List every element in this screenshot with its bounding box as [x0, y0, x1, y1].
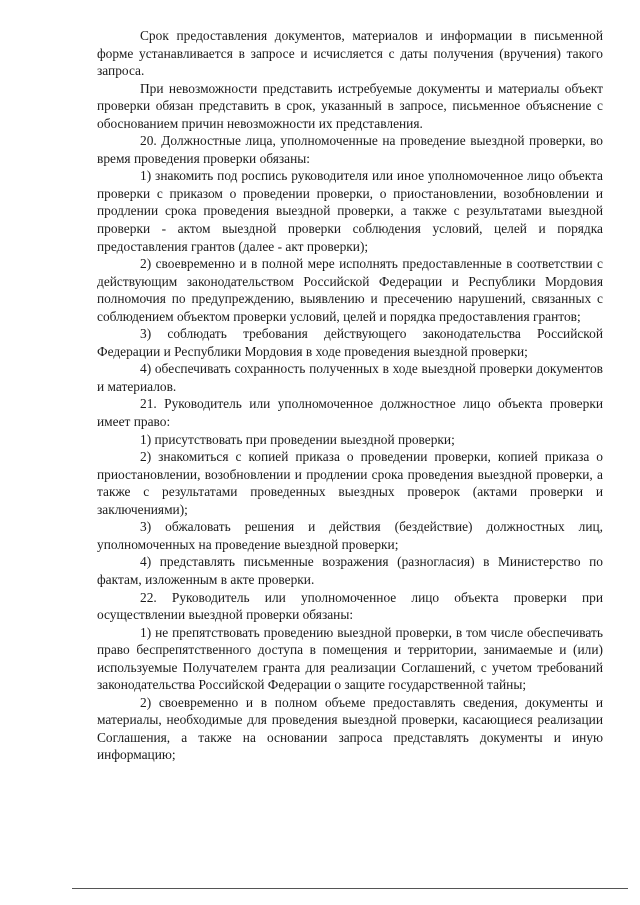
paragraph-document-deadline: Срок предоставления документов, материалов и информации в письменной форме устанавливается в запросе и исчисляется с даты получения (вручения) такого запроса.	[97, 28, 603, 79]
paragraph-section-21-item-3: 3) обжаловать решения и действия (бездействие) должностных лиц, уполномоченных на проведение выездной проверки;	[97, 519, 603, 552]
paragraph-section-21-item-4: 4) представлять письменные возражения (разногласия) в Министерство по фактам, изложенным в акте проверки.	[97, 554, 603, 587]
paragraph-section-22-item-2: 2) своевременно и в полном объеме предоставлять сведения, документы и материалы, необходимые для проведения выездной проверки, касающиеся реализации Соглашения, а также на основании запроса представлять документы и иную информацию;	[97, 694, 603, 763]
paragraph-explanation-obligation: При невозможности представить истребуемые документы и материалы объект проверки обязан представить в срок, указанный в запросе, письменное объяснение с обоснованием причин невозможности их представления.	[97, 80, 603, 131]
paragraph-section-20-item-2: 2) своевременно и в полной мере исполнять предоставленные в соответствии с действующим законодательством Российской Федерации и Республики Мордовия полномочия по предупреждению, выявлению и пресечению нарушений, связанных с соблюдением объектом проверки условий, целей и порядка предоставления грантов;	[97, 256, 603, 324]
paragraph-section-20-item-1: 1) знакомить под роспись руководителя или иное уполномоченное лицо объекта проверки с приказом о проведении проверки, о приостановлении, возобновлении и продлении срока проведения выездной проверки, а также с результатами выездной проверки - актом выездной проверки соблюдения условий, целей и порядка предоставления грантов (далее - акт проверки);	[97, 168, 603, 254]
paragraph-section-22-heading: 22. Руководитель или уполномоченное лицо объекта проверки при осуществлении выездной проверки обязаны:	[97, 589, 603, 623]
paragraph-section-20-heading: 20. Должностные лица, уполномоченные на проведение выездной проверки, во время проведения проверки обязаны:	[97, 133, 603, 166]
paragraph-section-20-item-3: 3) соблюдать требования действующего законодательства Российской Федерации и Республики Мордовия в ходе проведения выездной проверки;	[97, 326, 603, 359]
paragraph-section-21-item-1: 1) присутствовать при проведении выездной проверки;	[140, 431, 455, 447]
paragraph-section-20-item-4: 4) обеспечивать сохранность полученных в ходе выездной проверки документов и материалов.	[97, 361, 603, 394]
document-body	[97, 27, 603, 764]
paragraph-section-21-heading: 21. Руководитель или уполномоченное должностное лицо объекта проверки имеет право:	[97, 396, 603, 430]
paragraph-section-22-item-1: 1) не препятствовать проведению выездной проверки, в том числе обеспечивать право беспрепятственного доступа в помещения и территории, занимаемые и (или) используемые Получателем гранта для реализации Соглашений, с учетом требований законодательства Российской Федерации о защите государственной тайны;	[97, 624, 603, 693]
paragraph-section-21-item-2: 2) знакомиться с копией приказа о проведении проверки, копией приказа о приостановлении, возобновлении и продлении срока проведения выездной проверки, а также с результатами проведенных выездных проверок (актами проверки и заключениями);	[97, 449, 603, 517]
footer-divider-line	[72, 888, 628, 889]
